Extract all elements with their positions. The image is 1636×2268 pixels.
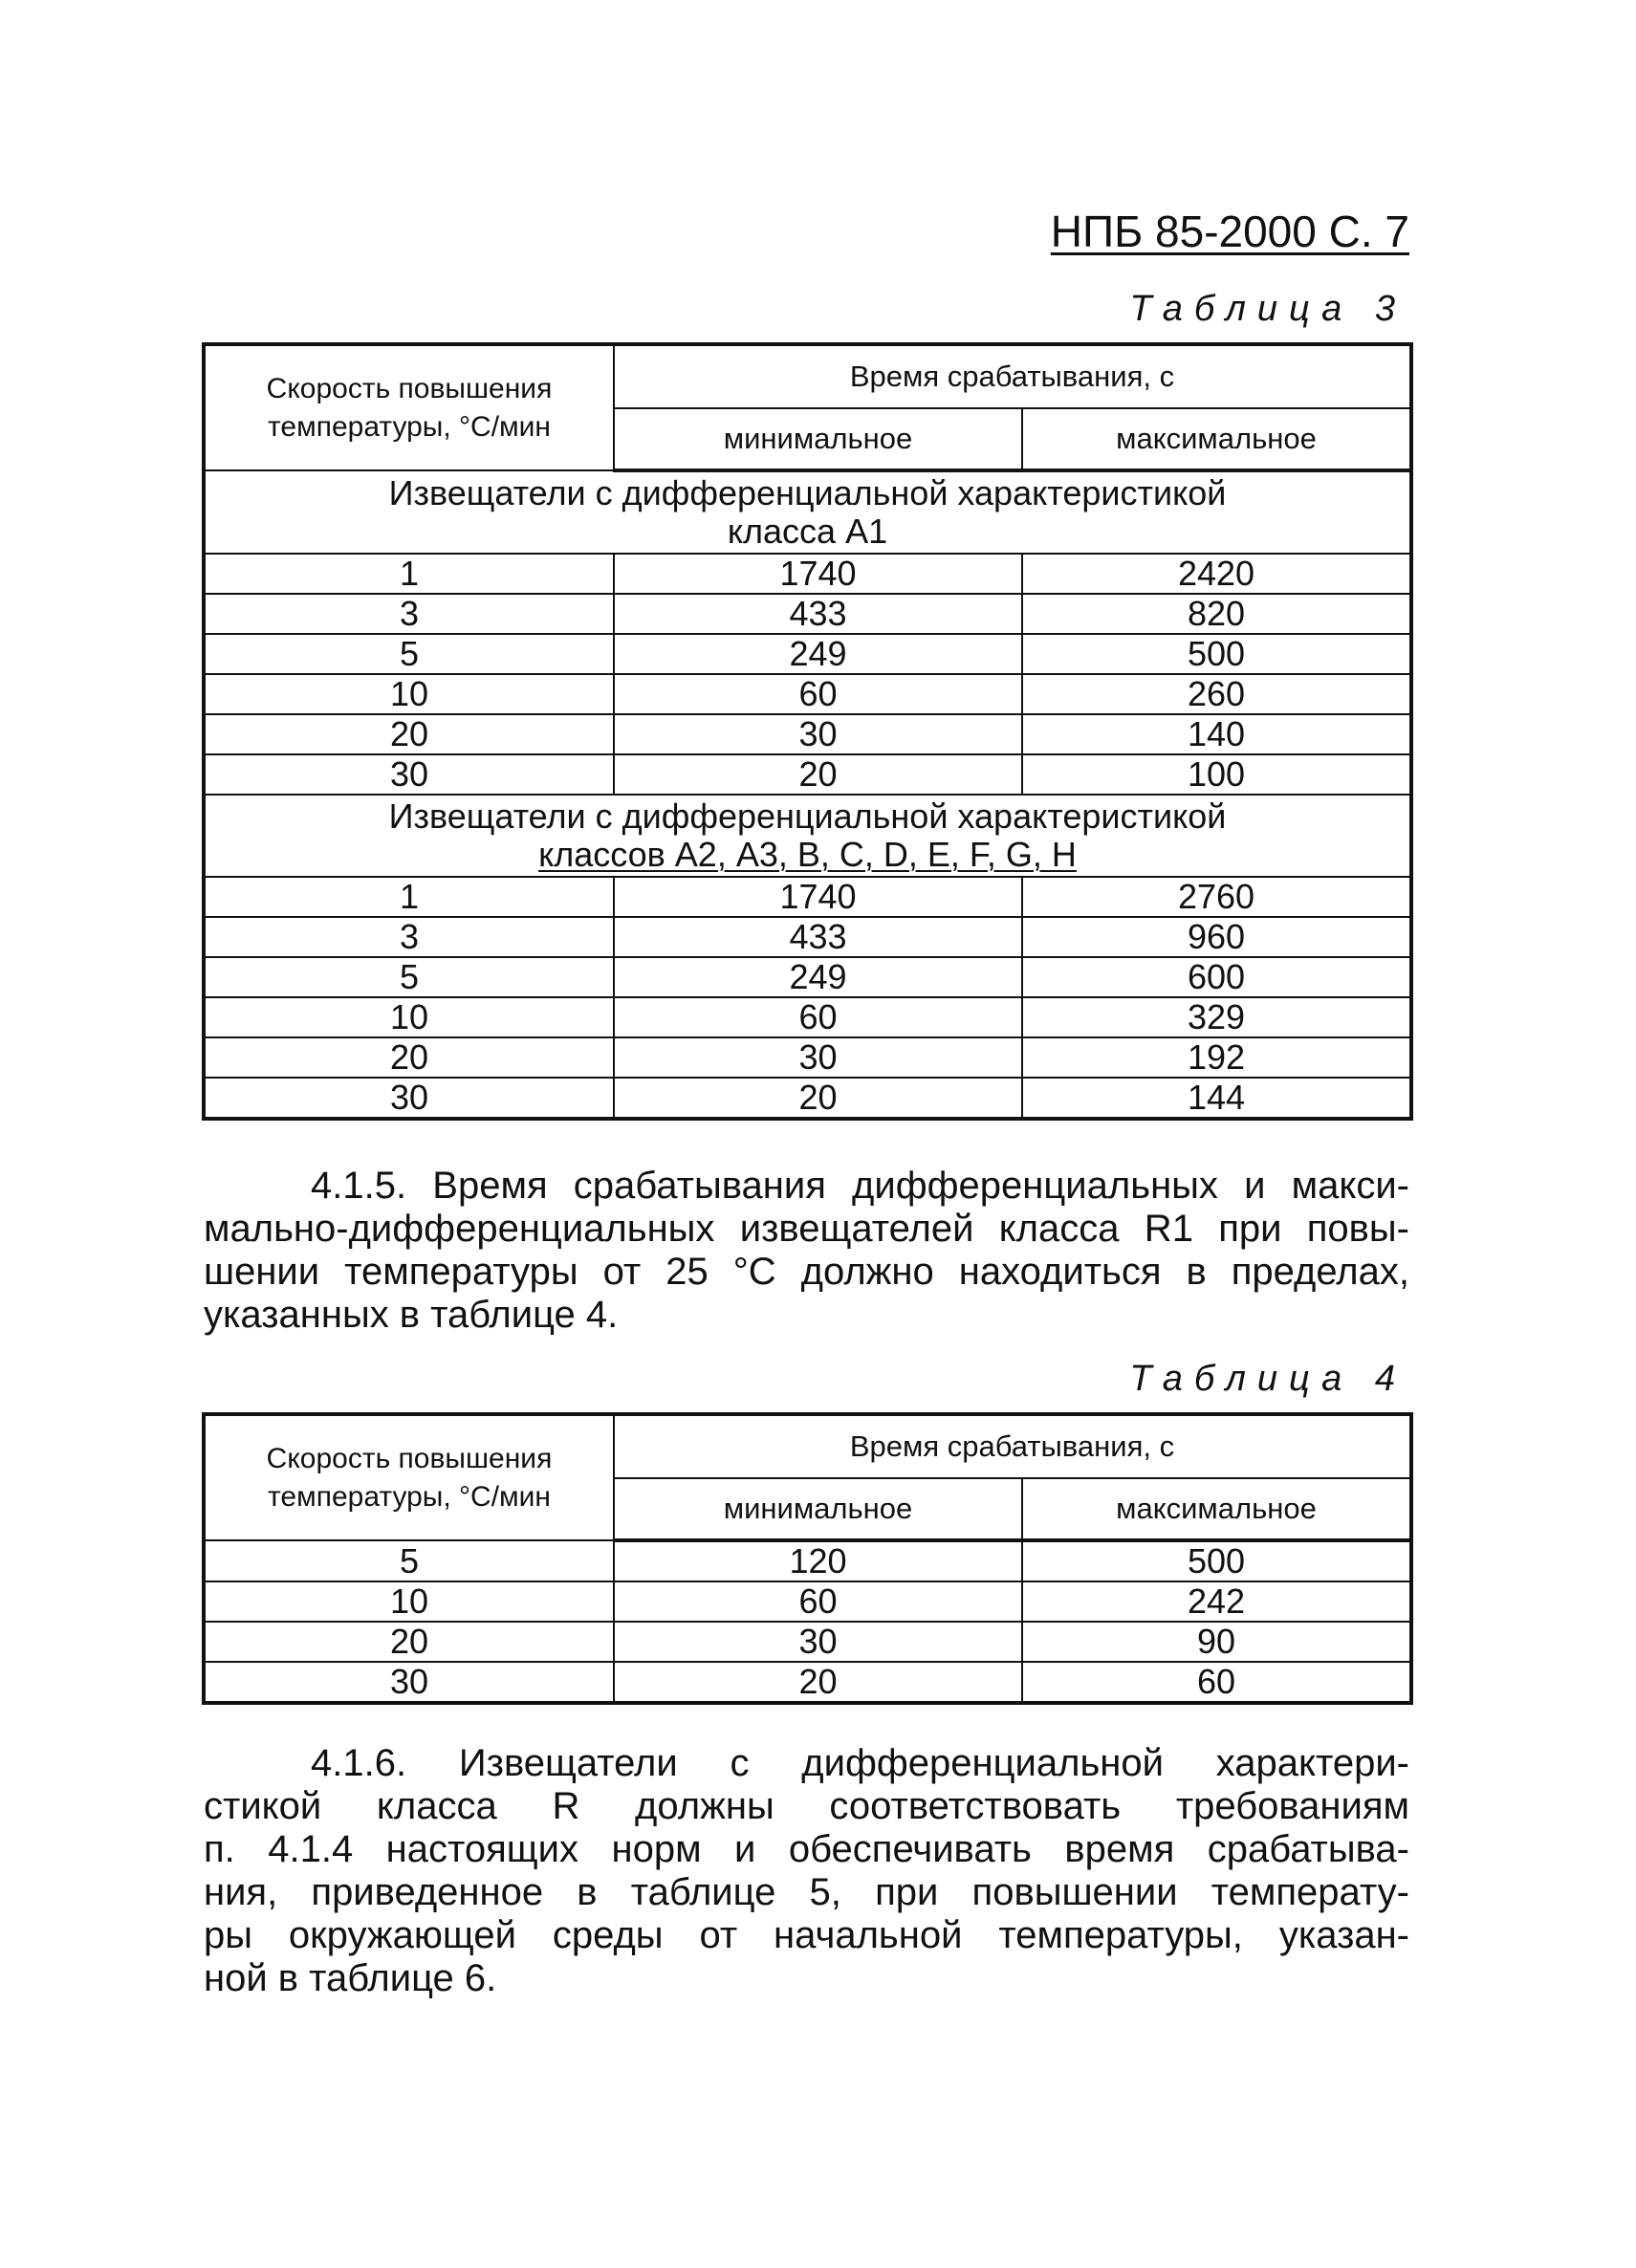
cell-rate: 20 — [204, 714, 614, 754]
table4-col-rate: Скорость повышения температуры, °С/мин — [204, 1414, 614, 1540]
table-row — [204, 957, 1411, 997]
table-row — [204, 917, 1411, 957]
cell-rate: 3 — [204, 594, 614, 634]
table-row — [204, 1078, 1411, 1119]
cell-rate: 1 — [204, 554, 614, 594]
cell-min: 1740 — [614, 877, 1022, 917]
table4-col-time: Время срабатывания, с — [614, 1414, 1411, 1478]
cell-min: 20 — [614, 1078, 1022, 1119]
paragraph-line: мально-дифференциальных извещателей класса R1 при повы- — [204, 1208, 1409, 1250]
cell-max: 2760 — [1022, 877, 1411, 917]
table3-col-min: минимальное — [614, 408, 1022, 470]
cell-min: 30 — [614, 714, 1022, 754]
cell-min: 1740 — [614, 554, 1022, 594]
cell-rate: 20 — [204, 1037, 614, 1078]
table-row — [204, 1581, 1411, 1622]
table-row — [204, 754, 1411, 795]
table-row — [204, 594, 1411, 634]
cell-max: 242 — [1022, 1581, 1411, 1622]
cell-min: 60 — [614, 674, 1022, 714]
section-a2-line1: Извещатели с дифференциальной характеристикой — [388, 796, 1227, 836]
table-row — [204, 1622, 1411, 1662]
paragraph-line: ния, приведенное в таблице 5, при повышении температу- — [204, 1871, 1409, 1913]
table3-col-time: Время срабатывания, с — [614, 344, 1411, 408]
paragraph-4-1-6 — [204, 1742, 1409, 2000]
paragraph-line: стикой класса R должны соответствовать требованиям — [204, 1785, 1409, 1827]
table4 — [202, 1412, 1413, 1705]
cell-min: 120 — [614, 1540, 1022, 1581]
cell-max: 144 — [1022, 1078, 1411, 1119]
cell-rate: 5 — [204, 957, 614, 997]
table4-col-max: максимальное — [1022, 1478, 1411, 1540]
table3-col-rate: Скорость повышения температуры, °С/мин — [204, 344, 614, 470]
cell-min: 30 — [614, 1037, 1022, 1078]
paragraph-line: ры окружающей среды от начальной температуры, указан- — [204, 1914, 1409, 1956]
table-row — [204, 877, 1411, 917]
cell-rate: 5 — [204, 1540, 614, 1581]
cell-rate: 20 — [204, 1622, 614, 1662]
cell-min: 20 — [614, 754, 1022, 795]
cell-max: 820 — [1022, 594, 1411, 634]
cell-min: 433 — [614, 917, 1022, 957]
page-header: НПБ 85-2000 С. 7 — [1050, 207, 1409, 256]
cell-rate: 30 — [204, 754, 614, 795]
cell-max: 2420 — [1022, 554, 1411, 594]
paragraph-line: 4.1.5. Время срабатывания дифференциальных и макси- — [311, 1165, 1409, 1207]
cell-max: 260 — [1022, 674, 1411, 714]
cell-max: 500 — [1022, 1540, 1411, 1581]
table4-col-min: минимальное — [614, 1478, 1022, 1540]
section-a1-line1: Извещатели с дифференциальной характеристикой — [388, 473, 1227, 512]
cell-max: 90 — [1022, 1622, 1411, 1662]
paragraph-line: указанных в таблице 4. — [204, 1294, 619, 1336]
cell-rate: 30 — [204, 1078, 614, 1119]
paragraph-line: 4.1.6. Извещатели с дифференциальной характери- — [311, 1742, 1409, 1784]
table3 — [202, 342, 1413, 1121]
table-row — [204, 634, 1411, 674]
table3-section-a2-h — [204, 795, 1411, 877]
cell-max: 600 — [1022, 957, 1411, 997]
cell-max: 140 — [1022, 714, 1411, 754]
table-row — [204, 554, 1411, 594]
cell-rate: 3 — [204, 917, 614, 957]
cell-rate: 10 — [204, 997, 614, 1037]
cell-min: 60 — [614, 997, 1022, 1037]
table-row — [204, 674, 1411, 714]
cell-min: 20 — [614, 1662, 1022, 1703]
table3-caption: Таблица 3 — [1129, 289, 1407, 329]
table-row — [204, 997, 1411, 1037]
table3-section-a1 — [204, 470, 1411, 554]
paragraph-line: п. 4.1.4 настоящих норм и обеспечивать время срабатыва- — [204, 1828, 1409, 1870]
cell-max: 60 — [1022, 1662, 1411, 1703]
cell-min: 249 — [614, 634, 1022, 674]
cell-rate: 30 — [204, 1662, 614, 1703]
paragraph-4-1-5 — [204, 1165, 1409, 1337]
cell-max: 500 — [1022, 634, 1411, 674]
cell-max: 329 — [1022, 997, 1411, 1037]
cell-min: 433 — [614, 594, 1022, 634]
table4-caption: Таблица 4 — [1129, 1359, 1407, 1399]
cell-min: 249 — [614, 957, 1022, 997]
section-a2-line2: классов А2, А3, В, С, D, E, F, G, H — [538, 835, 1077, 874]
cell-max: 960 — [1022, 917, 1411, 957]
paragraph-line: ной в таблице 6. — [204, 1957, 497, 1999]
table-row — [204, 1662, 1411, 1703]
cell-rate: 10 — [204, 674, 614, 714]
table-row — [204, 1540, 1411, 1581]
paragraph-line: шении температуры от 25 °С должно находиться в пределах, — [204, 1251, 1409, 1293]
cell-min: 60 — [614, 1581, 1022, 1622]
cell-rate: 10 — [204, 1581, 614, 1622]
table-row — [204, 714, 1411, 754]
table3-col-max: максимальное — [1022, 408, 1411, 470]
cell-rate: 5 — [204, 634, 614, 674]
cell-min: 30 — [614, 1622, 1022, 1662]
cell-rate: 1 — [204, 877, 614, 917]
table-row — [204, 1037, 1411, 1078]
cell-max: 100 — [1022, 754, 1411, 795]
section-a1-line2: класса А1 — [727, 512, 888, 551]
cell-max: 192 — [1022, 1037, 1411, 1078]
